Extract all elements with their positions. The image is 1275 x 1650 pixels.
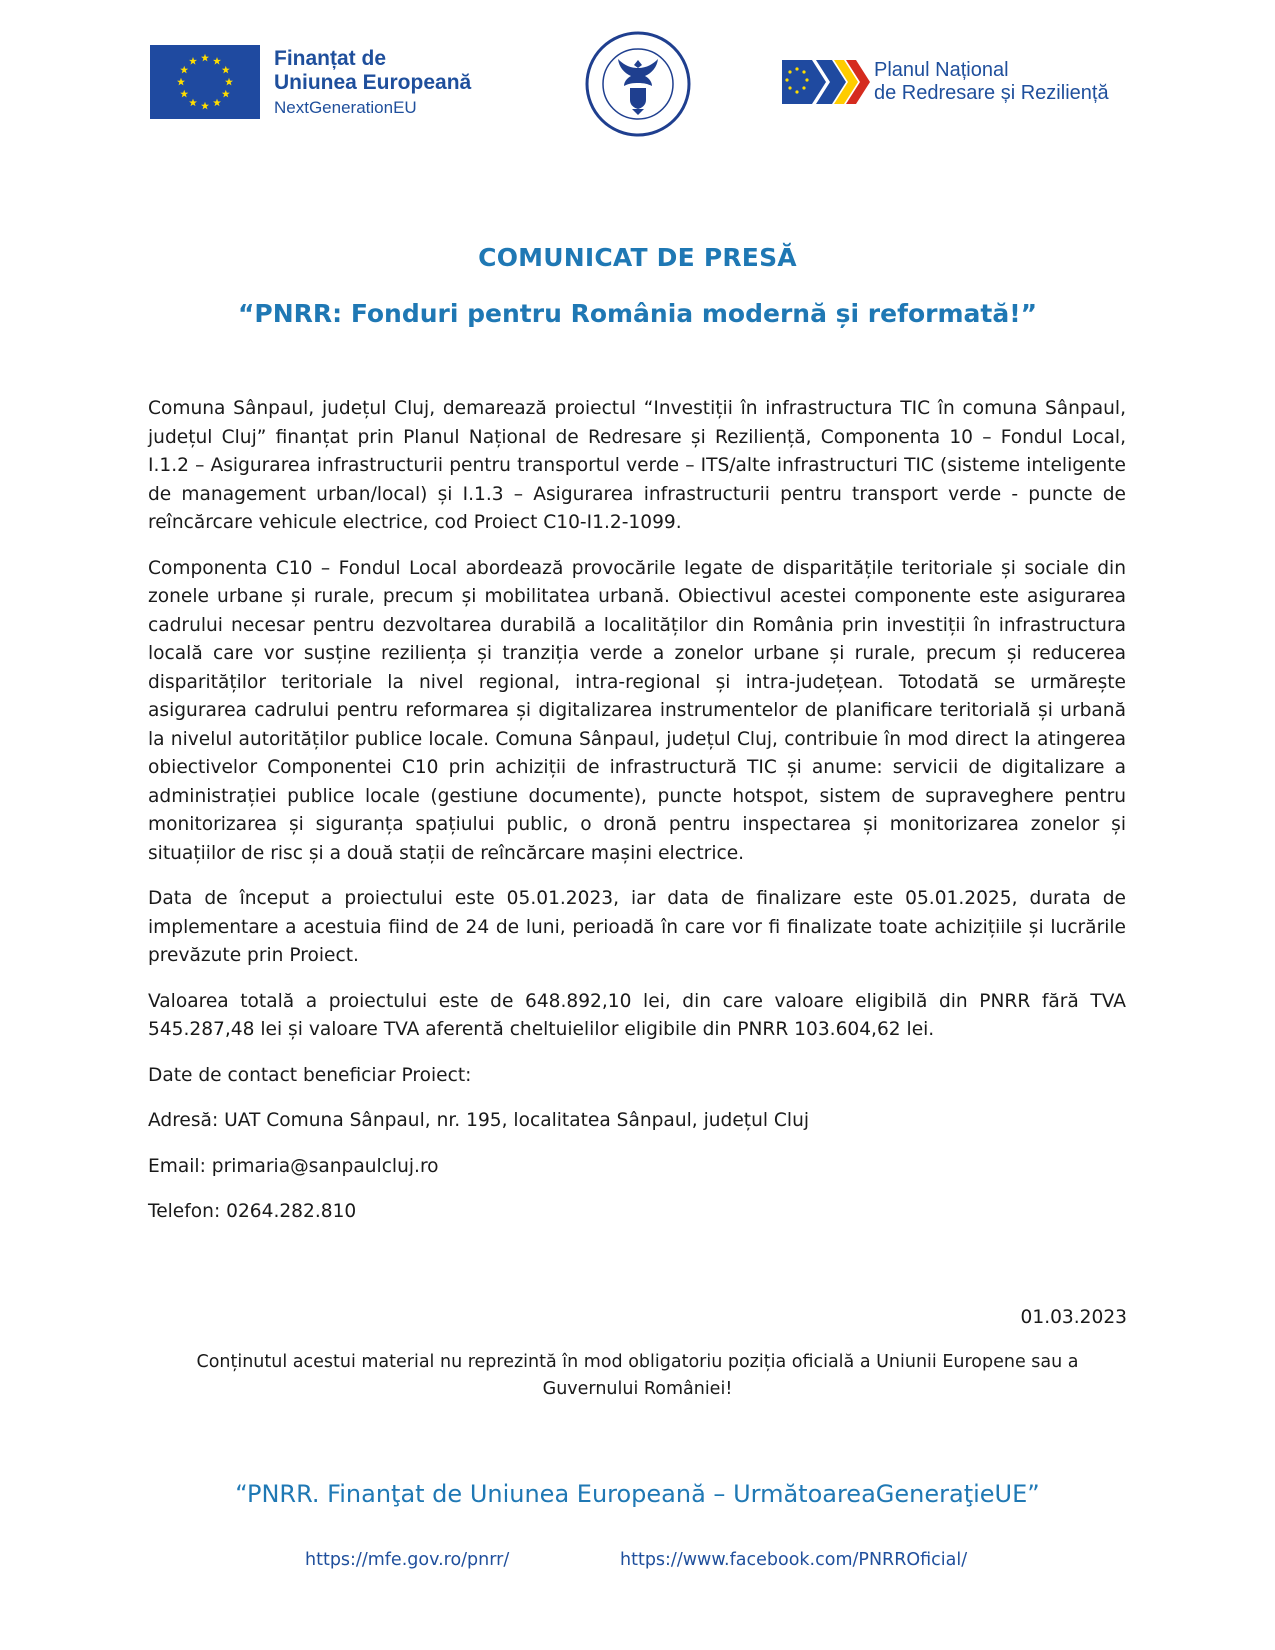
pnrr-flag-icon — [782, 60, 870, 104]
eu-star-icon — [177, 78, 185, 86]
disclaimer: Conținutul acestui material nu reprezintă în mod obligatoriu poziția oficială a Uniunii Europene sau a Guvernului României! — [196, 1352, 1079, 1399]
eu-funding-logo — [150, 44, 490, 120]
eu-star-icon — [222, 66, 230, 74]
eu-star-icon — [213, 57, 221, 65]
eu-star-icon — [189, 57, 197, 65]
contact-heading: Date de contact beneficiar Proiect: — [148, 1064, 472, 1086]
eu-star-icon — [225, 78, 233, 86]
eu-star-icon — [180, 66, 188, 74]
eu-logo-line2: Uniunea Europeană — [274, 70, 472, 94]
release-date: 01.03.2023 — [1020, 1307, 1127, 1328]
contact-phone: Telefon: 0264.282.810 — [148, 1201, 357, 1222]
footer-slogan: “PNRR. Finanţat de Uniunea Europeană – UrmătoareaGeneraţieUE” — [235, 1480, 1040, 1508]
eu-star-icon — [201, 54, 209, 62]
facebook-pnrr-link[interactable]: https://www.facebook.com/PNRROficial/ — [620, 1550, 968, 1570]
contact-email: Email: primaria@sanpaulcluj.ro — [148, 1155, 439, 1177]
eu-star-icon — [222, 90, 230, 98]
page-title: COMUNICAT DE PRESĂ — [478, 243, 797, 272]
pnrr-logo — [782, 52, 1142, 112]
government-seal-icon — [584, 30, 692, 138]
eu-logo-line3: NextGenerationEU — [274, 97, 417, 117]
press-release-body — [148, 395, 1126, 1244]
mfe-pnrr-link[interactable]: https://mfe.gov.ro/pnrr/ — [305, 1550, 510, 1570]
eu-star-icon — [201, 102, 209, 110]
eu-flag-icon — [150, 45, 260, 119]
paragraph-value: Valoarea totală a proiectului este de 648.892,10 lei, din care valoare eligibilă din PNRR fără TVA 545.287,48 lei și valoare TVA aferentă cheltuielilor eligibile din PNRR 103.604,62 lei. — [148, 990, 1126, 1040]
paragraph-project-intro: Comuna Sânpaul, județul Cluj, demarează proiectul “Investiții în infrastructura TIC în comuna Sânpaul, județul Cluj” finanțat prin Planul Național de Redresare și Reziliență, Componenta 10 – Fondul Local, I.1.2 – Asigurarea infrastructurii pentru transportul verde – ITS/alte infrastructuri TIC (sisteme inteligente de management urban/local) și I.1.3 – Asigurarea infrastructurii pentru transport verde - puncte de reîncărcare vehicule electrice, cod Proiect C10-I1.2-1099. — [148, 398, 1126, 533]
pnrr-logo-line2: de Redresare și Reziliență — [874, 82, 1109, 104]
eu-star-icon — [213, 99, 221, 107]
pnrr-logo-text — [874, 59, 1109, 105]
eu-star-icon — [180, 90, 188, 98]
eu-logo-line1: Finanțat de — [274, 47, 387, 71]
pnrr-logo-line1: Planul Național — [874, 59, 1009, 81]
page-subtitle: “PNRR: Fonduri pentru România modernă și reformată!” — [237, 299, 1038, 328]
contact-address: Adresă: UAT Comuna Sânpaul, nr. 195, localitatea Sânpaul, județul Cluj — [148, 1110, 810, 1131]
eu-logo-text — [274, 47, 471, 116]
paragraph-component-c10: Componenta C10 – Fondul Local abordează provocările legate de disparitățile teritoriale și sociale din zonele urbane și rurale, precum și mobilitatea urbană. Obiectivul acestei componente este asigurarea cadrului necesar pentru dezvoltarea durabilă a localităților din România prin investiții în infrastructura locală care vor susține reziliența și tranziția verde a zonelor urbane și rurale, precum și reducerea disparităților teritoriale la nivel regional, intra-regional și intra-județean. Totodată se urmărește asigurarea cadrului pentru reformarea și digitalizarea instrumentelor de planificare teritorială și urbană la nivelul autorităților publice locale. Comuna Sânpaul, județul Cluj, contribuie în mod direct la atingerea obiectivelor Componentei C10 prin achiziții de infrastructură TIC și anume: servicii de digitalizare a administrației publice locale (gestiune documente), puncte hotspot, sistem de supraveghere pentru monitorizarea și siguranța spațiului public, o dronă pentru inspectarea și monitorizarea zonelor și situațiilor de risc și a două stații de reîncărcare mașini electrice. — [148, 557, 1126, 864]
eu-star-icon — [189, 99, 197, 107]
paragraph-dates: Data de început a proiectului este 05.01.2023, iar data de finalizare este 05.01.2025, durata de implementare a acestuia fiind de 24 de luni, perioadă în care vor fi finalizate toate achizițiile și lucrările prevăzute prin Proiect. — [148, 888, 1126, 966]
